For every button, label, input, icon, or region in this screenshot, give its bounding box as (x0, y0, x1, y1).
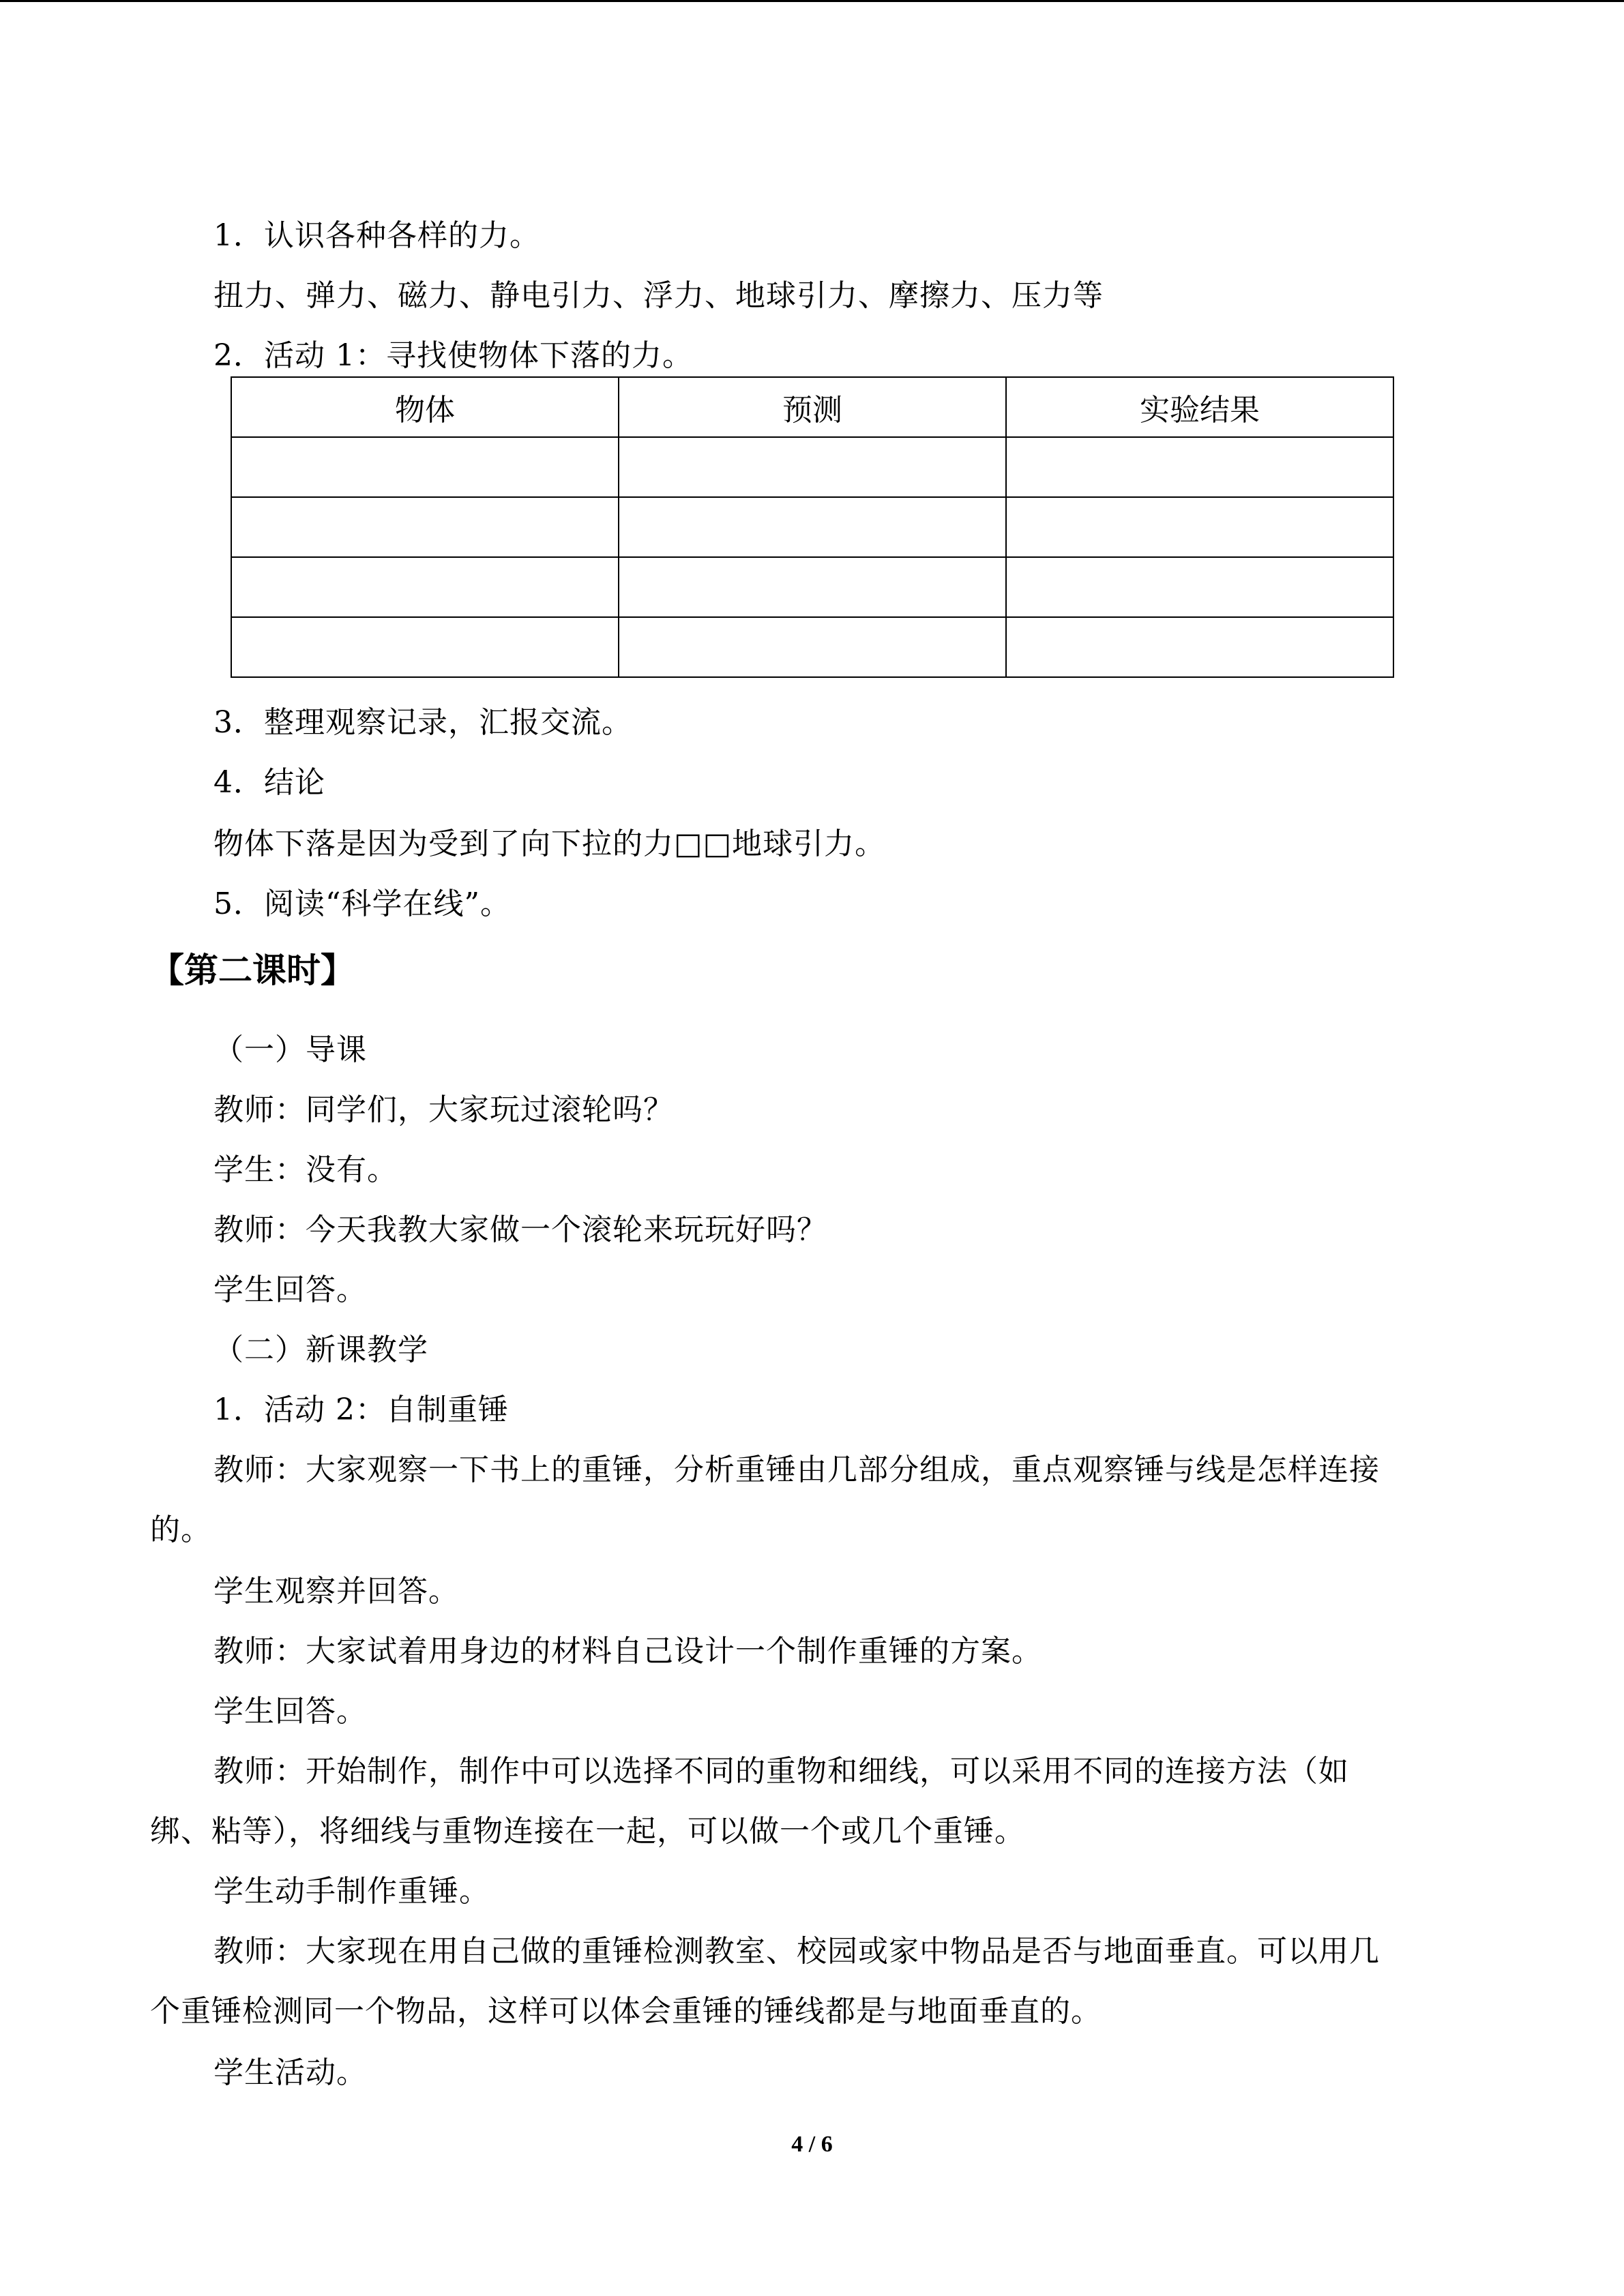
table-cell (1006, 617, 1393, 677)
new-lesson-title: （二）新课教学 (213, 1332, 428, 1367)
paragraph-line: 教师：大家试着用身边的材料自己设计一个制作重锤的方案。 (213, 1634, 1042, 1669)
activity-2-title: 1．活动 2：自制重锤 (213, 1392, 509, 1427)
table-cell (1006, 437, 1393, 497)
table-header-result: 实验结果 (1006, 377, 1393, 437)
table-header-row (231, 377, 1393, 437)
forces-list: 扭力、弹力、磁力、静电引力、浮力、地球引力、摩擦力、压力等 (213, 278, 1104, 313)
table-cell (1006, 497, 1393, 557)
list-item-5: 5．阅读“科学在线”。 (213, 886, 511, 921)
dialogue-line: 学生：没有。 (213, 1152, 398, 1187)
table-cell (619, 557, 1006, 617)
paragraph-line: 的。 (150, 1512, 211, 1547)
paragraph-line: 绑、粘等），将细线与重物连接在一起，可以做一个或几个重锤。 (150, 1814, 1025, 1849)
table-cell (231, 557, 619, 617)
section-heading: 【第二课时】 (150, 951, 355, 990)
table-cell (619, 497, 1006, 557)
table-cell (231, 437, 619, 497)
table-cell (231, 617, 619, 677)
table-row (231, 437, 1393, 497)
table-header-object: 物体 (231, 377, 619, 437)
paragraph-line: 学生回答。 (213, 1694, 367, 1729)
table-cell (1006, 557, 1393, 617)
table-row (231, 617, 1393, 677)
paragraph-line: 教师：大家观察一下书上的重锤，分析重锤由几部分组成，重点观察锤与线是怎样连接 (213, 1452, 1380, 1487)
dialogue-line: 教师：今天我教大家做一个滚轮来玩玩好吗？ (213, 1212, 827, 1247)
list-item-2: 2．活动 1：寻找使物体下落的力。 (213, 338, 693, 373)
table-cell (619, 437, 1006, 497)
table-cell (231, 497, 619, 557)
paragraph-line: 教师：大家现在用自己做的重锤检测教室、校园或家中物品是否与地面垂直。可以用几 (213, 1934, 1380, 1969)
list-item-1: 1．认识各种各样的力。 (213, 218, 540, 253)
intro-title: （一）导课 (213, 1032, 367, 1067)
list-item-4: 4．结论 (213, 765, 325, 800)
top-border-rule (0, 0, 1624, 2)
page-number: 4 / 6 (791, 2132, 833, 2157)
paragraph-line: 学生活动。 (213, 2055, 367, 2090)
dialogue-line: 学生回答。 (213, 1272, 367, 1307)
table-row (231, 557, 1393, 617)
table-row (231, 497, 1393, 557)
dialogue-line: 教师：同学们，大家玩过滚轮吗？ (213, 1092, 674, 1127)
paragraph-line: 学生动手制作重锤。 (213, 1874, 490, 1909)
list-item-3: 3．整理观察记录，汇报交流。 (213, 705, 632, 740)
observation-table (231, 376, 1394, 678)
paragraph-line: 学生观察并回答。 (213, 1574, 459, 1609)
paragraph-line: 个重锤检测同一个物品，这样可以体会重锤的锤线都是与地面垂直的。 (150, 1994, 1102, 2029)
paragraph-line: 教师：开始制作，制作中可以选择不同的重物和细线，可以采用不同的连接方法（如 (213, 1754, 1349, 1789)
table-header-prediction: 预测 (619, 377, 1006, 437)
conclusion-text: 物体下落是因为受到了向下拉的力□□地球引力。 (213, 826, 886, 861)
table-cell (619, 617, 1006, 677)
